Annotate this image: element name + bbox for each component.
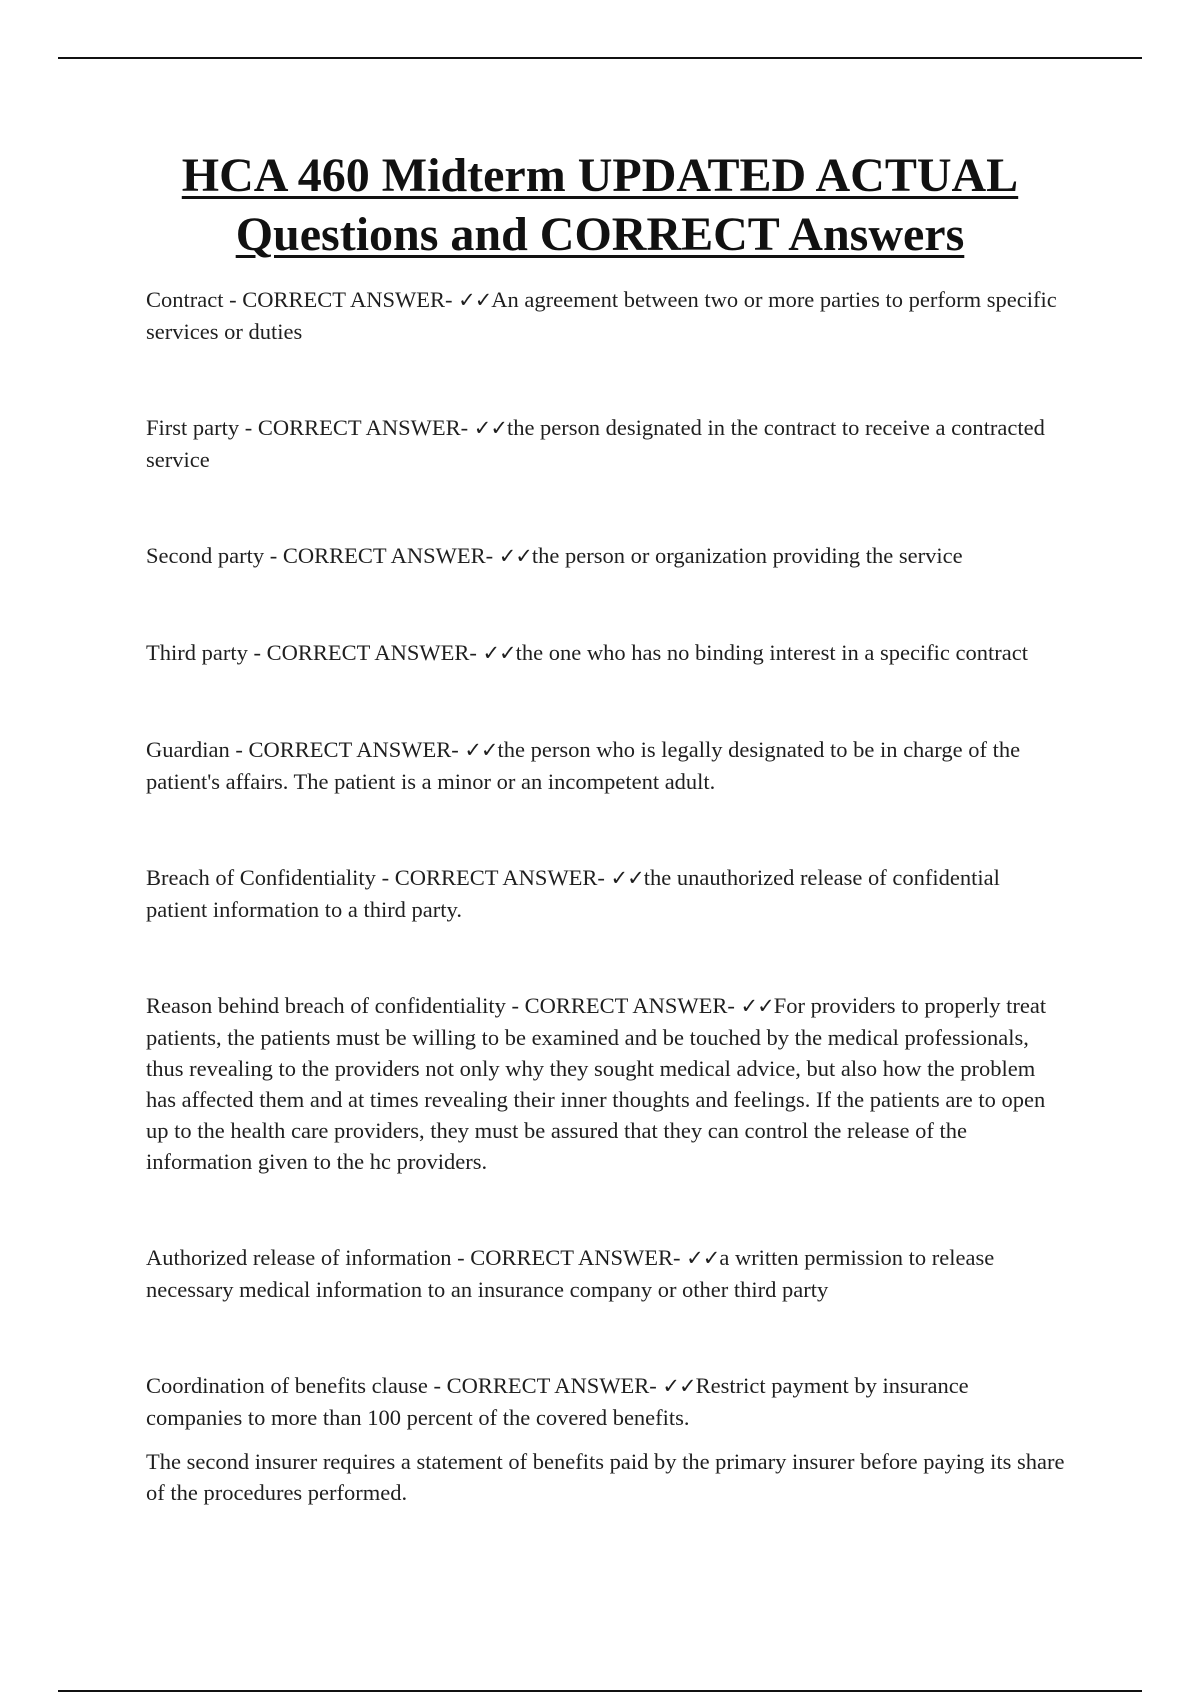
qa-entry-contract [146,284,1066,347]
entry-term: Coordination of benefits clause [146,1373,428,1398]
entry-answer: Restrict payment by insurance companies to more than 100 percent of the covered benefits. [146,1373,969,1430]
answer-label: CORRECT ANSWER- [446,1373,663,1398]
answer-label: CORRECT ANSWER- [257,415,474,440]
answer-label: CORRECT ANSWER- [242,287,459,312]
qa-entry-authorized-release [146,1242,1066,1305]
entry-answer: the one who has no binding interest in a specific contract [515,640,1029,665]
answer-label: CORRECT ANSWER- [266,640,483,665]
entry-answer: the person designated in the contract to receive a contracted service [146,415,1045,472]
double-check-icon: ✓✓ [473,416,507,440]
qa-list [146,284,1066,1508]
double-check-icon: ✓✓ [662,1374,696,1398]
entry-answer: For providers to properly treat patients, the patients must be willing to be examined and be touched by the medical professionals, thus revealing to the providers not only why they sought medical advice, but also how the problem has affected them and at times revealing their inner thoughts and feelings. If the patients are to open up to the health care providers, they must be assured that they can control the release of the information given to the hc providers. [146,993,1047,1174]
entry-separator: - [247,640,267,665]
double-check-icon: ✓✓ [464,738,498,762]
entry-separator: - [239,415,258,440]
entry-answer: the person or organization providing the service [531,543,963,568]
qa-entry-second-party [146,540,1066,572]
entry-term: Second party [146,543,265,568]
entry-term: Third party [146,640,248,665]
entry-answer: An agreement between two or more parties to perform specific services or duties [146,287,1057,344]
double-check-icon: ✓✓ [740,994,774,1018]
qa-entry-coordination-extra: The second insurer requires a statement of benefits paid by the primary insurer before paying its share of the procedures performed. [146,1449,1065,1505]
answer-label: CORRECT ANSWER- [394,865,611,890]
entry-separator: - [264,543,283,568]
qa-entry-guardian [146,734,1066,797]
entry-separator: - [505,993,525,1018]
answer-label: CORRECT ANSWER- [524,993,741,1018]
qa-entry-first-party [146,412,1066,475]
double-check-icon: ✓✓ [686,1246,720,1270]
double-check-icon: ✓✓ [498,544,532,568]
qa-entry-reason-behind-breach [146,990,1066,1177]
entry-separator: - [223,287,243,312]
entry-term: Guardian [146,737,230,762]
entry-separator: - [427,1373,447,1398]
double-check-icon: ✓✓ [482,641,516,665]
double-check-icon: ✓✓ [610,866,644,890]
answer-label: CORRECT ANSWER- [282,543,499,568]
title-line-2: Questions and CORRECT Answers [235,208,965,261]
top-rule [58,57,1142,59]
entry-term: Breach of Confidentiality [146,865,376,890]
entry-separator: - [375,865,395,890]
entry-term: First party [146,415,240,440]
qa-entry-coordination-of-benefits [146,1370,1066,1433]
double-check-icon: ✓✓ [458,288,492,312]
bottom-rule [58,1690,1142,1692]
entry-separator: - [451,1245,471,1270]
answer-label: CORRECT ANSWER- [470,1245,687,1270]
entry-answer: the unauthorized release of confidential patient information to a third party. [146,865,1000,922]
entry-term: Reason behind breach of confidentiality [146,993,506,1018]
qa-entry-third-party [146,637,1066,669]
answer-label: CORRECT ANSWER- [248,737,465,762]
entry-term: Contract [146,287,224,312]
entry-term: Authorized release of information [146,1245,452,1270]
entry-answer: the person who is legally designated to be in charge of the patient's affairs. The patient is a minor or an incompetent adult. [146,737,1021,794]
title-line-1: HCA 460 Midterm UPDATED ACTUAL [181,149,1019,202]
document-title [0,146,1200,264]
entry-answer: a written permission to release necessary medical information to an insurance company or other third party [146,1245,995,1302]
qa-entry-breach-of-confidentiality [146,862,1066,925]
entry-separator: - [229,737,249,762]
